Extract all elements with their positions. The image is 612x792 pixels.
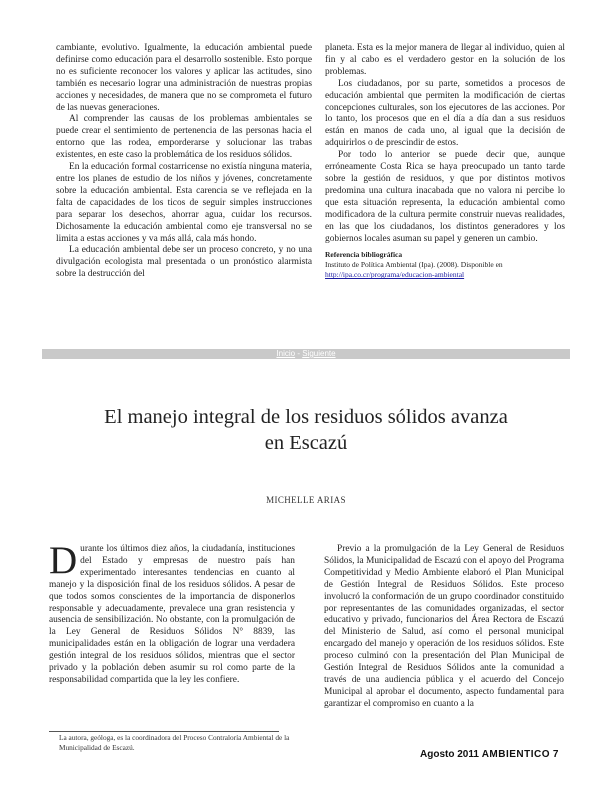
paragraph (49, 539, 295, 687)
paragraph: En la educación formal costarricense no existía ninguna materia, entre los planes de estudio de los niños y jóvenes, concretamente sobre la educación ambiental. Esta carencia se ve reflejada en la falta de capacidades de los ticos de seguir simples instrucciones para separar los desechos, ahorrar agua, cuidar los recursos. Dichosamente la educación ambiental como eje transversal no se limita a estas acciones y va más allá, cala más hondo. (56, 162, 312, 244)
article-author: MICHELLE ARIAS (266, 495, 346, 505)
article-left-column (49, 539, 295, 687)
drop-cap: D (49, 539, 78, 582)
issue-date: Agosto 2011 (420, 749, 479, 760)
paragraph: La educación ambiental debe ser un proceso concreto, y no una divulgación ecologista mal presentada o un pronóstico alarmista sobre la destrucción del (56, 245, 312, 280)
paragraph: cambiante, evolutivo. Igualmente, la educación ambiental puede definirse como educación para el desarrollo sostenible. Esto porque no es suficiente reconocer los valores y aplicar las actitudes, sino también es necesario lograr una administración de nuestras propias acciones y necesidades, de manera que no se comprometa el futuro de las nuevas generaciones. (56, 43, 312, 113)
reference-heading: Referencia bibliográfica (325, 250, 403, 260)
navigation-bar (42, 349, 570, 359)
paragraph: Por todo lo anterior se puede decir que, aunque erróneamente Costa Rica se haya preocupado un tanto tarde sobre la gestión de residuos, y que por distintos motivos predomina una cultura inacabada que no valora ni percibe lo que esta situación representa, la educación ambiental como modificadora de la cultura permite construir nuevas realidades, en las que los ciudadanos, los distintos generadores y los gobiernos locales asuman su papel y generen un cambio. (325, 150, 565, 244)
title-line-1: El manejo integral de los residuos sólidos avanza (104, 406, 508, 428)
article-title (42, 404, 570, 456)
paragraph: Al comprender las causas de los problemas ambientales se puede crear el sentimiento de pertenencia de las personas hacia el entorno que las rodea, emporderarse y solucionar las trabas existentes, en este caso la problemática de los residuos sólidos. (56, 114, 312, 161)
article-right-column (324, 544, 564, 711)
reference-link[interactable]: http://ipa.co.cr/programa/educacion-ambiental (325, 270, 465, 280)
magazine-name: AMBIENTICO (481, 749, 551, 760)
nav-separator: - (295, 349, 303, 358)
paragraph: Los ciudadanos, por su parte, sometidos a procesos de educación ambiental que permiten la modificación de ciertas concepciones culturales, son los ejecutores de las acciones. Por lo tanto, los procesos que en el día a día dan a sus residuos están en manos de cada uno, al igual que la decisión de adquirirlos o de prescindir de estos. (325, 78, 565, 149)
footnote-divider (49, 731, 279, 732)
paragraph-text: urante los últimos diez años, la ciudadanía, instituciones del Estado y empresas de nuestro país han experimentado interesantes tendencias en cuanto al manejo y la disposición final de los residuos sólidos. A pesar de que todos somos conscientes de la importancia de disponerlos responsable y adecuadamente, prevalece una gran resistencia y ausencia de sensibilización. No obstante, con la promulgación de la Ley General de Residuos Sólidos N° 8839, las municipalidades están en la obligación de lograr una verdadera gestión integral de los residuos sólidos, mientras que el sector privado y la población deben asumir su rol como parte de la responsabilidad compartida que la ley les confiere. (49, 544, 295, 685)
page-footer (420, 749, 558, 760)
home-link[interactable]: Inicio (276, 349, 296, 358)
top-right-column (325, 43, 565, 280)
paragraph: Previo a la promulgación de la Ley General de Residuos Sólidos, la Municipalidad de Escazú con el apoyo del Programa Competitividad y Medio Ambiente elaboró el Plan Municipal de Gestión Integral de Residuos Sólidos. Este proceso involucró la conformación de un grupo coordinador constituido por representantes de las comunidades organizadas, el sector educativo y privado, funcionarios del Área Rectora de Escazú del Ministerio de Salud, así como el personal municipal encargado del manejo y operación de los residuos sólidos. Este proceso culminó con la presentación del Plan Municipal de Gestión Integral de Residuos Sólidos ante la comunidad a través de una audiencia pública y el acuerdo del Concejo Municipal al aprobar el documento, aspecto fundamental para garantizar el compromiso en cuanto a la (324, 544, 564, 709)
author-footnote: La autora, geóloga, es la coordinadora del Proceso Contraloría Ambiental de la Municipalidad de Escazú. (59, 733, 290, 752)
paragraph: planeta. Esta es la mejor manera de llegar al individuo, quien al fin y al cabo es el verdadero gestor en la solución de los problemas. (325, 43, 565, 77)
next-link[interactable]: Siguiente (302, 349, 336, 358)
title-line-2: en Escazú (264, 432, 348, 454)
page-number: 7 (552, 749, 559, 760)
reference-citation: Instituto de Política Ambiental (Ipa). (2008). Disponible en (325, 260, 503, 270)
top-left-column (56, 43, 312, 281)
reference-text (325, 260, 565, 280)
